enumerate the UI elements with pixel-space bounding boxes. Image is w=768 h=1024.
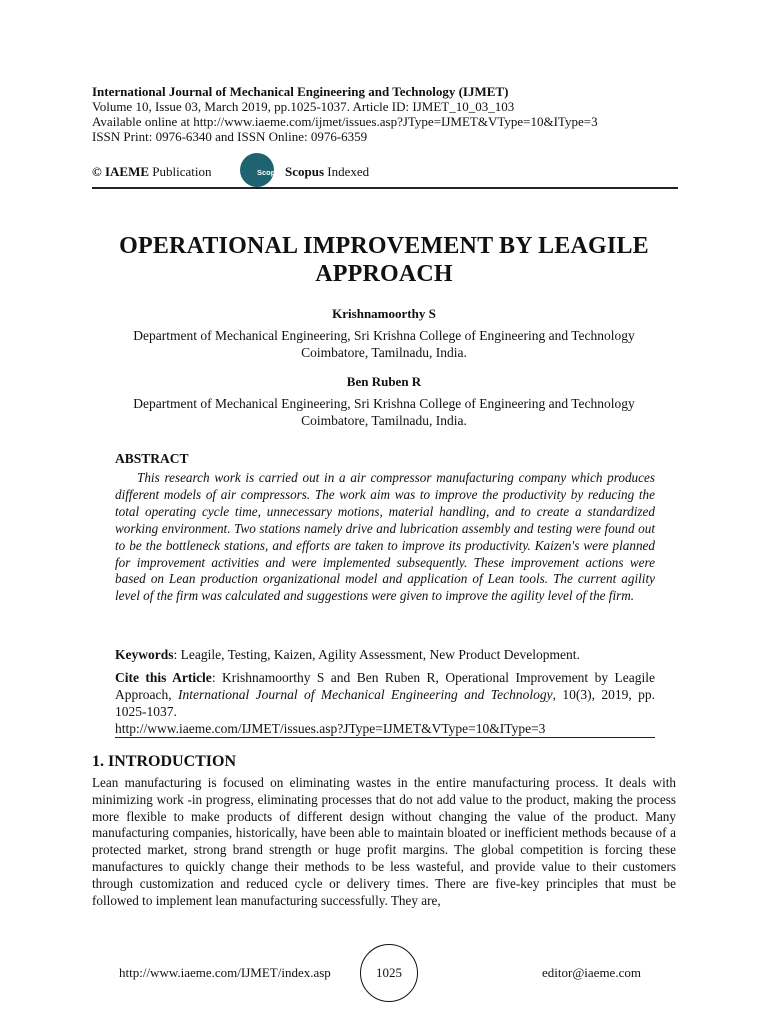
author-name: Krishnamoorthy S bbox=[332, 306, 436, 321]
cite-journal: International Journal of Mechanical Engineering and Technology bbox=[178, 687, 553, 702]
publisher-row bbox=[92, 153, 692, 189]
publisher-label bbox=[92, 164, 212, 180]
cite-divider bbox=[115, 737, 655, 738]
affiliation-line-2: Coimbatore, Tamilnadu, India. bbox=[301, 345, 467, 360]
cite-this-article bbox=[115, 669, 655, 737]
issn-line: ISSN Print: 0976-6340 and ISSN Online: 0976-6359 bbox=[92, 129, 368, 144]
scopus-logo-text: Scopus bbox=[257, 168, 285, 177]
author-affiliation bbox=[60, 395, 708, 429]
publisher-name: IAEME bbox=[104, 164, 150, 179]
keywords-text: : Leagile, Testing, Kaizen, Agility Assessment, New Product Development. bbox=[173, 647, 580, 662]
affiliation-line-2: Coimbatore, Tamilnadu, India. bbox=[301, 413, 467, 428]
footer-url[interactable]: http://www.iaeme.com/IJMET/index.asp bbox=[119, 965, 331, 980]
keywords bbox=[115, 646, 655, 663]
title-line-1: OPERATIONAL IMPROVEMENT BY LEAGILE bbox=[119, 233, 649, 259]
section-heading: 1. INTRODUCTION bbox=[92, 753, 237, 770]
copyright-symbol: © bbox=[92, 164, 102, 179]
cite-text-1: : Krishnamoorthy S and Ben Ruben R, Operational Improvement by Leagile Approach, bbox=[115, 670, 655, 702]
page-number: 1025 bbox=[360, 944, 418, 1002]
available-online-line: Available online at http://www.iaeme.com/ijmet/issues.asp?JType=IJMET&VType=10&IType=3 bbox=[92, 114, 598, 129]
header-divider bbox=[92, 187, 678, 189]
abstract-heading: ABSTRACT bbox=[115, 451, 189, 466]
introduction-body: Lean manufacturing is focused on eliminating wastes in the entire manufacturing process. It deals with minimizing work -in progress, eliminating processes that do not add value to the product, making the process more flexible to make products of different design without changing the value of the product. Many manufacturing companies, historically, have been able to maintain bloated or inefficient methods because of a protected market, strong brand strength or huge profit margins. The global competition is forcing these manufactures to quickly change their methods to be less wasteful, and provide value to their customers through customization and reduced cycle or delivery times. There are five-key principles that must be followed to implement lean manufacturing successfully. They are, bbox=[92, 775, 676, 908]
author-name: Ben Ruben R bbox=[346, 374, 422, 389]
affiliation-line-1: Department of Mechanical Engineering, Sri Krishna College of Engineering and Technology bbox=[133, 396, 635, 411]
journal-header bbox=[92, 84, 692, 144]
scopus-label bbox=[285, 164, 369, 180]
title-line-2: APPROACH bbox=[315, 261, 453, 287]
cite-text-2: , 10(3), 2019, pp. 1025-1037. bbox=[115, 687, 655, 719]
abstract-body: This research work is carried out in a air compressor manufacturing company which produces different models of air compressors. The work aim was to improve the productivity by reducing the total operating cycle time, unnecessary motions, material handling, and to create a standardized working environment. Two stations namely drive and lubrication assembly and testing were found out to be the bottleneck stations, and efforts are taken to improve its productivity. Kaizen's were planned for improvement activities and were implemented subsequently. These improvement actions were based on Lean production organizational model and application of Lean tools. The current agility level of the firm was calculated and suggestions were given to improve the agility level of the firm. bbox=[115, 470, 655, 604]
cite-label: Cite this Article bbox=[115, 670, 212, 685]
scopus-word: Indexed bbox=[327, 164, 370, 179]
scopus-logo-icon bbox=[240, 153, 285, 187]
footer-email[interactable]: editor@iaeme.com bbox=[542, 965, 641, 980]
keywords-label: Keywords bbox=[115, 647, 174, 662]
paper-title bbox=[60, 232, 708, 288]
cite-url[interactable]: http://www.iaeme.com/IJMET/issues.asp?JType=IJMET&VType=10&IType=3 bbox=[115, 721, 546, 736]
affiliation-line-1: Department of Mechanical Engineering, Sri Krishna College of Engineering and Technology bbox=[133, 328, 635, 343]
journal-name: International Journal of Mechanical Engineering and Technology (IJMET) bbox=[92, 84, 509, 99]
publisher-word: Publication bbox=[152, 164, 212, 179]
volume-line: Volume 10, Issue 03, March 2019, pp.1025-1037. Article ID: IJMET_10_03_103 bbox=[92, 99, 515, 114]
author-affiliation bbox=[60, 327, 708, 361]
scopus-name: Scopus bbox=[285, 164, 325, 179]
